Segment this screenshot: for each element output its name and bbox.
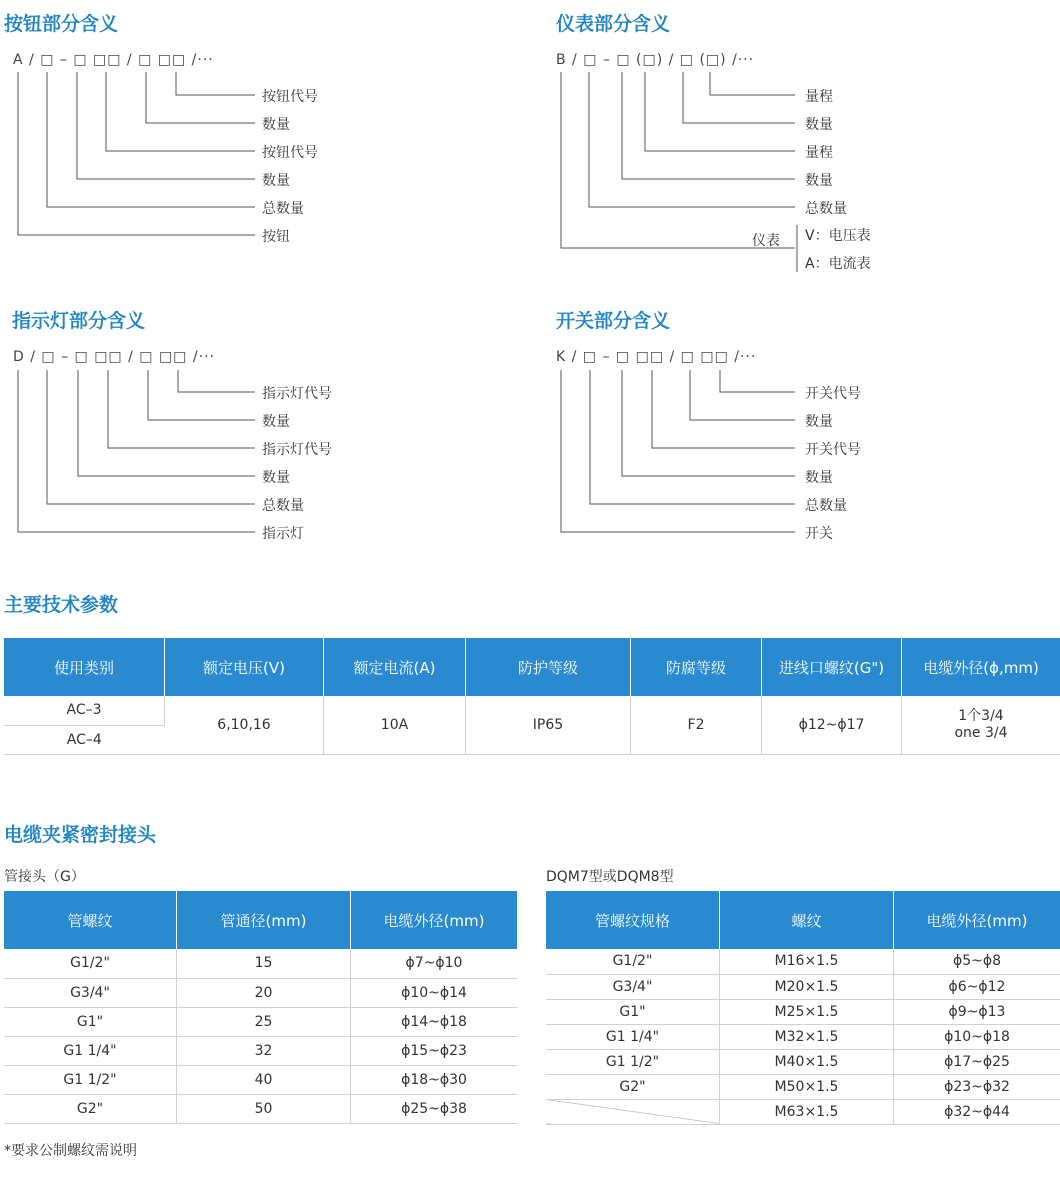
pipe-header-row [4,891,517,949]
table-row [546,949,1060,974]
meter-label-4: 数量 [805,173,833,189]
table-cell: 15 [177,949,351,978]
indicator-section-title: 指示灯部分含义 [12,310,146,332]
params-cell-category: AC–4 [4,725,165,754]
params-cell-thread: ϕ12~ϕ17 [762,696,902,754]
params-table [4,638,1060,755]
indicator-label-2: 数量 [262,414,290,430]
meter-label-3: 量程 [805,145,833,161]
button-label-6: 按钮 [262,229,290,245]
table-cell: 40 [177,1065,351,1094]
indicator-label-4: 数量 [262,470,290,486]
pipe-table [4,891,517,1124]
button-section-title: 按钮部分含义 [4,13,119,35]
table-cell: G2" [4,1094,177,1123]
dqm-header-row [546,891,1060,949]
table-cell: G1" [4,1007,177,1036]
button-label-2: 数量 [262,117,290,133]
table-cell: ϕ25~ϕ38 [351,1094,518,1123]
button-label-4: 数量 [262,173,290,189]
table-row [4,696,1060,725]
dqm-table-title: DQM7型或DQM8型 [546,869,674,885]
table-cell: ϕ6~ϕ12 [894,974,1060,999]
params-title: 主要技术参数 [4,594,119,616]
dqm-table [546,891,1060,1125]
table-cell: M16×1.5 [720,949,894,974]
indicator-label-3: 指示灯代号 [262,442,332,458]
table-row [4,1065,517,1094]
params-cell-ip: IP65 [466,696,631,754]
params-header: 进线口螺纹(G") [762,638,902,696]
params-cell-corrosion: F2 [631,696,762,754]
params-header: 防护等级 [466,638,631,696]
table-cell [546,1099,720,1124]
params-header: 防腐等级 [631,638,762,696]
gland-note: *要求公制螺纹需说明 [4,1143,137,1159]
table-cell: G3/4" [546,974,720,999]
table-cell: ϕ14~ϕ18 [351,1007,518,1036]
button-label-3: 按钮代号 [262,145,318,161]
switch-label-3: 开关代号 [805,442,861,458]
switch-section-title: 开关部分含义 [556,310,671,332]
pipe-header: 电缆外径(mm) [351,891,518,949]
table-row [4,978,517,1007]
table-cell: G1 1/4" [546,1024,720,1049]
params-header-row [4,638,1060,696]
params-cable-2: one 3/4 [954,724,1008,741]
meter-label-1: 量程 [805,89,833,105]
table-cell: 50 [177,1094,351,1123]
meter-section-title: 仪表部分含义 [556,13,671,35]
table-row [4,1007,517,1036]
table-row [546,1024,1060,1049]
meter-voltage-label: V：电压表 [805,228,871,244]
table-row [546,1049,1060,1074]
params-cell-category: AC–3 [4,696,165,725]
table-cell: ϕ10~ϕ14 [351,978,518,1007]
table-cell: G1/2" [546,949,720,974]
table-cell: ϕ9~ϕ13 [894,999,1060,1024]
bracket-diagram-lines [0,0,1060,560]
meter-code: B / □ – □ (□) / □ (□) /··· [556,52,755,68]
params-cell-cable [902,696,1060,754]
table-cell: G3/4" [4,978,177,1007]
button-label-1: 按钮代号 [262,89,318,105]
params-header: 额定电流(A) [324,638,466,696]
table-cell: ϕ18~ϕ30 [351,1065,518,1094]
table-cell: ϕ23~ϕ32 [894,1074,1060,1099]
switch-label-5: 总数量 [805,498,847,514]
table-cell: ϕ10~ϕ18 [894,1024,1060,1049]
table-row [546,999,1060,1024]
table-cell: ϕ5~ϕ8 [894,949,1060,974]
table-cell: M50×1.5 [720,1074,894,1099]
dqm-header: 螺纹 [720,891,894,949]
params-header: 电缆外径(ϕ,mm) [902,638,1060,696]
gland-title: 电缆夹紧密封接头 [4,824,157,846]
switch-label-1: 开关代号 [805,386,861,402]
table-cell: G1 1/4" [4,1036,177,1065]
pipe-header: 管螺纹 [4,891,177,949]
dqm-header: 电缆外径(mm) [894,891,1060,949]
meter-label-5: 总数量 [805,201,847,217]
switch-label-4: 数量 [805,470,833,486]
switch-code: K / □ – □ □□ / □ □□ /··· [556,349,757,365]
params-cable-1: 1个3/4 [958,707,1004,724]
meter-label-2: 数量 [805,117,833,133]
params-header: 使用类别 [4,638,165,696]
table-cell: 25 [177,1007,351,1036]
button-label-5: 总数量 [262,201,304,217]
switch-label-2: 数量 [805,414,833,430]
table-row [546,1099,1060,1124]
switch-label-6: 开关 [805,526,833,542]
params-cell-current: 10A [324,696,466,754]
pipe-table-title: 管接头（G） [4,869,85,885]
table-row [4,1094,517,1123]
table-row [546,1074,1060,1099]
table-cell: ϕ7~ϕ10 [351,949,518,978]
meter-word: 仪表 [752,233,780,249]
table-cell: M63×1.5 [720,1099,894,1124]
table-cell: M25×1.5 [720,999,894,1024]
table-cell: G1" [546,999,720,1024]
table-cell: ϕ15~ϕ23 [351,1036,518,1065]
indicator-label-6: 指示灯 [262,526,304,542]
table-row [546,974,1060,999]
table-cell: M32×1.5 [720,1024,894,1049]
table-cell: M40×1.5 [720,1049,894,1074]
dqm-header: 管螺纹规格 [546,891,720,949]
pipe-header: 管通径(mm) [177,891,351,949]
table-cell: G1 1/2" [546,1049,720,1074]
params-cell-voltage: 6,10,16 [165,696,324,754]
table-cell: ϕ32~ϕ44 [894,1099,1060,1124]
meter-current-label: A：电流表 [805,256,871,272]
table-cell: G2" [546,1074,720,1099]
table-cell: 20 [177,978,351,1007]
indicator-code: D / □ – □ □□ / □ □□ /··· [13,349,215,365]
table-cell: G1 1/2" [4,1065,177,1094]
button-code: A / □ – □ □□ / □ □□ /··· [13,52,214,68]
table-cell: ϕ17~ϕ25 [894,1049,1060,1074]
table-cell: M20×1.5 [720,974,894,999]
table-cell: 32 [177,1036,351,1065]
table-row [4,1036,517,1065]
table-row [4,949,517,978]
indicator-label-1: 指示灯代号 [262,386,332,402]
indicator-label-5: 总数量 [262,498,304,514]
params-header: 额定电压(V) [165,638,324,696]
table-cell: G1/2" [4,949,177,978]
